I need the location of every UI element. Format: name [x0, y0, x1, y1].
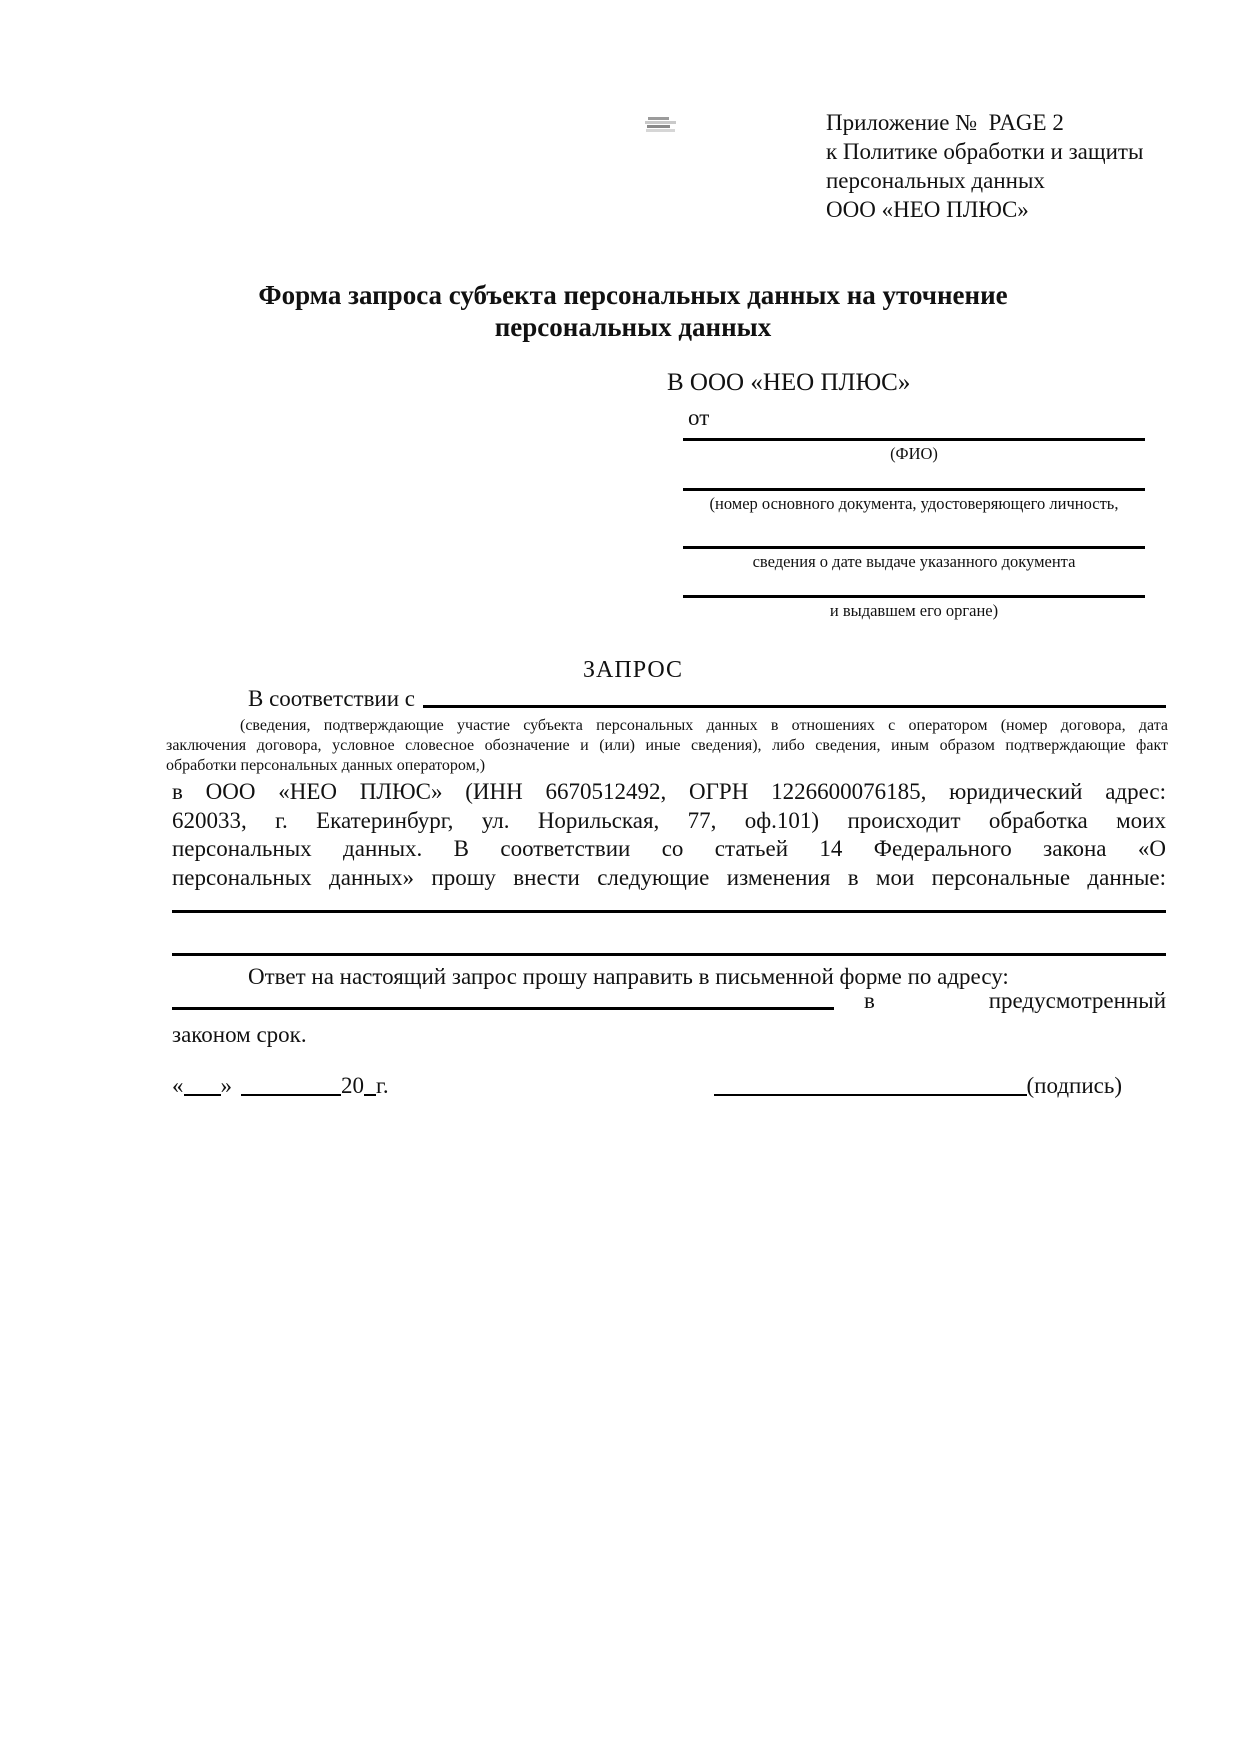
signature-caption: (подпись) — [1026, 1073, 1122, 1098]
form-title — [121, 279, 1145, 343]
header-company-line: ООО «НЕО ПЛЮС» — [826, 197, 1029, 222]
date-quote-close: » — [220, 1073, 232, 1098]
body-line: персональных данных. В соответствии со статьей 14 Федерального закона «О — [172, 836, 1166, 861]
form-title-line-1: Форма запроса субъекта персональных данных на уточнение — [258, 280, 1008, 310]
reply-address-blank-row — [172, 986, 1166, 1014]
request-heading: ЗАПРОС — [583, 657, 683, 683]
header-policy-line-2: персональных данных — [826, 168, 1045, 193]
header-block — [826, 108, 1176, 224]
header-appendix-line: Приложение № PAGE 2 — [826, 110, 1064, 135]
issue-date-blank-line[interactable] — [683, 513, 1145, 549]
fio-blank-line[interactable] — [683, 430, 1145, 441]
address-blank-line[interactable] — [172, 985, 834, 1010]
body-line: 620033, г. Екатеринбург, ул. Норильская, 77, оф.101) происходит обработка моих — [172, 807, 1166, 833]
date-group — [172, 1072, 389, 1100]
fio-caption: (ФИО) — [890, 444, 938, 463]
date-month-blank[interactable] — [241, 1074, 341, 1096]
body-line: в ООО «НЕО ПЛЮС» (ИНН 6670512492, ОГРН 1226600076185, юридический адрес: — [172, 779, 1166, 804]
form-title-line-2: персональных данных — [494, 312, 772, 342]
document-number-blank-line[interactable] — [683, 463, 1145, 491]
intro-row — [172, 686, 1166, 712]
changes-blank-line-2[interactable] — [172, 953, 1166, 956]
issue-date-caption: сведения о дате выдаче указанного документа — [752, 552, 1076, 571]
footnote-line: заключения договора, условное словесное обозначение и (или) иные сведения), либо сведения, иным образом подтверждающие факт — [166, 737, 1168, 754]
date-year-blank[interactable] — [364, 1074, 376, 1096]
date-day-blank[interactable] — [184, 1074, 221, 1096]
icon-stripe — [646, 129, 675, 132]
icon-stripe — [645, 121, 676, 124]
intro-text: В соответствии с — [248, 686, 416, 711]
word-in: в — [864, 988, 875, 1013]
date-quote-open: « — [172, 1073, 184, 1098]
date-signature-row — [172, 1070, 1166, 1100]
document-number-caption: (номер основного документа, удостоверяющего личность, — [709, 494, 1119, 513]
issuing-authority-caption: и выдавшем его органе) — [829, 601, 999, 620]
changes-blank-line-1[interactable] — [172, 910, 1166, 913]
from-label: от — [688, 405, 710, 430]
body-paragraph — [172, 778, 1166, 892]
footnote-line: (сведения, подтверждающие участие субъекта персональных данных в отношениях с оператором (номер договора, дата — [240, 717, 1168, 734]
signature-group — [714, 1072, 1122, 1100]
body-line: персональных данных» прошу внести следующие изменения в мои персональные данные: — [172, 864, 1166, 890]
date-year-prefix: 20 — [341, 1073, 364, 1098]
header-policy-line-1: к Политике обработки и защиты — [826, 139, 1144, 164]
addressee-block — [667, 368, 1147, 620]
date-year-suffix: г. — [376, 1073, 389, 1098]
reply-term-text: законом срок. — [172, 1022, 307, 1047]
issuing-authority-blank-line[interactable] — [683, 571, 1145, 598]
embedded-object-icon — [645, 117, 677, 135]
addressee-company: В ООО «НЕО ПЛЮС» — [667, 369, 911, 396]
icon-stripe — [648, 117, 669, 120]
footnote-paragraph — [166, 716, 1168, 776]
word-stipulated: предусмотренный — [988, 988, 1166, 1013]
signature-blank-line[interactable] — [714, 1074, 1027, 1096]
reply-address-text: Ответ на настоящий запрос прошу направить в письменной форме по адресу: — [248, 964, 1009, 989]
basis-blank-line[interactable] — [423, 705, 1166, 708]
icon-stripe — [647, 125, 670, 128]
footnote-line: обработки персональных данных оператором,) — [166, 757, 486, 774]
